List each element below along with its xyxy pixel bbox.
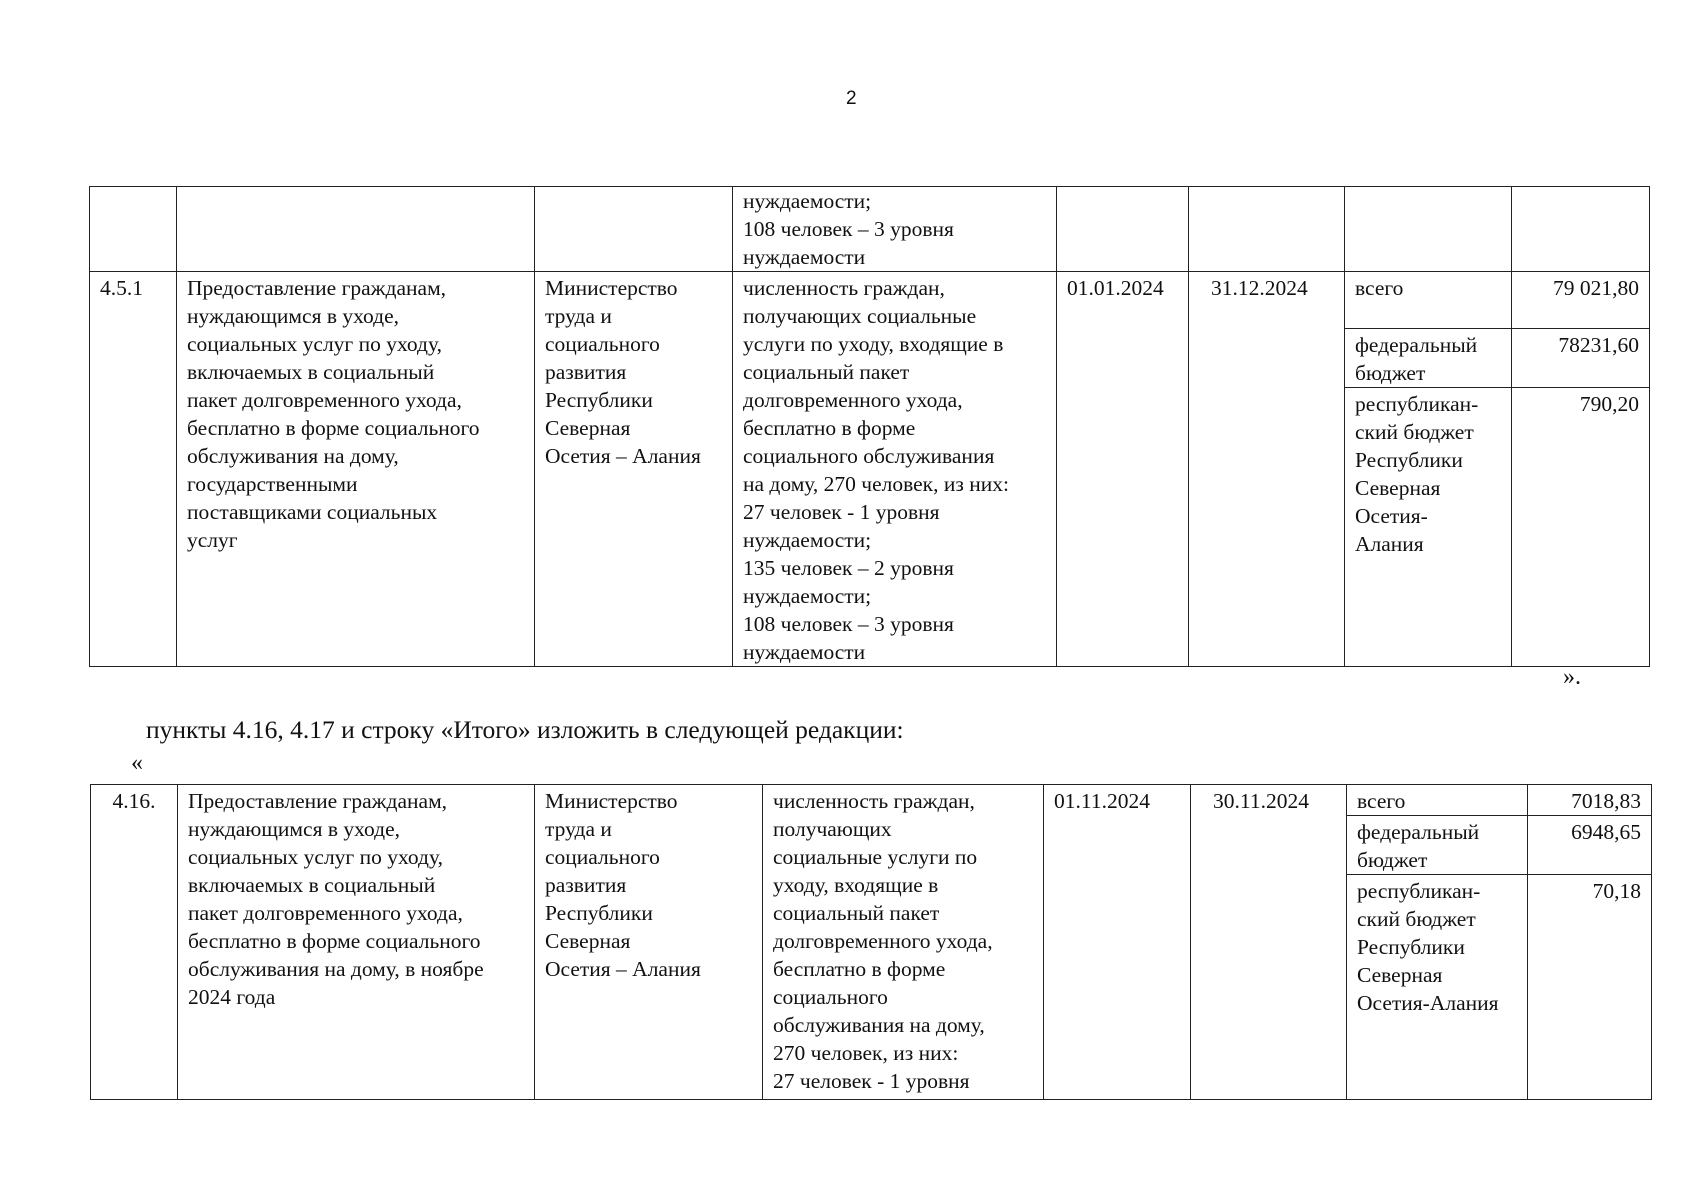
opening-quote: « [131, 750, 143, 776]
funding-source-line: Республики [1357, 935, 1465, 959]
executor-line: развития [545, 873, 627, 897]
funding-source-line: федеральный [1357, 820, 1480, 844]
indicator-line: 108 человек – 3 уровня [743, 217, 954, 241]
measures-table-bottom [90, 784, 1652, 1100]
cell-empty [1189, 187, 1345, 272]
indicator-line: бесплатно в форме [743, 416, 916, 440]
measure-name-line: обслуживания на дому, в ноябре [188, 957, 484, 981]
indicator-line: услуги по уходу, входящие в [743, 332, 1004, 356]
measure-name-line: государственными [187, 472, 358, 496]
indicator-line: обслуживания на дому, [773, 1013, 985, 1037]
executor-line: Осетия – Алания [545, 444, 701, 468]
measure-name-line: обслуживания на дому, [187, 444, 399, 468]
measure-name-line: нуждающимся в уходе, [187, 304, 400, 328]
indicator-line: социального обслуживания [743, 444, 995, 468]
indicator-line: численность граждан, [773, 789, 975, 813]
start-date: 01.01.2024 [1057, 272, 1189, 667]
indicator-cell [733, 187, 1057, 272]
indicator-line: 135 человек – 2 уровня [743, 556, 954, 580]
indicator-line: долговременного ухода, [743, 388, 963, 412]
funding-source-line: республикан- [1357, 879, 1481, 903]
executor-line: Республики [545, 388, 653, 412]
indicator-line: нуждаемости; [743, 189, 872, 213]
measure-name-line: поставщиками социальных [187, 500, 438, 524]
indicator-line: получающих социальные [743, 304, 977, 328]
funding-source-line: Северная [1355, 476, 1441, 500]
row-code: 4.5.1 [90, 272, 177, 667]
cell-empty [1345, 187, 1512, 272]
indicator-line: социальный пакет [743, 360, 910, 384]
measure-name-line: социальных услуг по уходу, [188, 845, 443, 869]
funding-source-line: Республики [1355, 448, 1463, 472]
funding-amount: 78231,60 [1512, 329, 1650, 388]
funding-amount: 70,18 [1528, 875, 1652, 1100]
start-date: 01.11.2024 [1044, 785, 1191, 1100]
row-code: 4.16. [91, 785, 178, 1100]
executor [535, 272, 733, 667]
funding-source-line: ский бюджет [1357, 907, 1476, 931]
executor-line: Северная [545, 416, 631, 440]
indicator-line: социального [773, 985, 888, 1009]
measure-name [178, 785, 535, 1100]
indicator-line: 270 человек, из них: [773, 1041, 959, 1065]
executor-line: Республики [545, 901, 653, 925]
executor-line: Северная [545, 929, 631, 953]
indicator-line: долговременного ухода, [773, 929, 993, 953]
funding-amount: 7018,83 [1528, 785, 1652, 816]
instruction-text: пункты 4.16, 4.17 и строку «Итого» изложить в следующей редакции: [146, 715, 904, 744]
executor-line: социального [545, 845, 660, 869]
funding-amount: 79 021,80 [1512, 272, 1650, 329]
end-date: 30.11.2024 [1191, 785, 1347, 1100]
end-date: 31.12.2024 [1189, 272, 1345, 667]
indicator-line: социальные услуги по [773, 845, 978, 869]
executor-line: Осетия – Алания [545, 957, 701, 981]
cell-empty [90, 187, 177, 272]
indicator-line: уходу, входящие в [773, 873, 939, 897]
indicator-line: 27 человек - 1 уровня [773, 1069, 970, 1093]
indicator-line: 108 человек – 3 уровня [743, 612, 954, 636]
funding-source-line: Осетия-Алания [1357, 991, 1499, 1015]
funding-source [1345, 272, 1512, 329]
executor [535, 785, 763, 1100]
funding-amount: 6948,65 [1528, 816, 1652, 875]
funding-source-line: бюджет [1355, 361, 1426, 385]
funding-source-line: республикан- [1355, 392, 1479, 416]
funding-source-line: федеральный [1355, 333, 1478, 357]
indicator-line: бесплатно в форме [773, 957, 946, 981]
funding-source [1345, 329, 1512, 388]
funding-source-line: Северная [1357, 963, 1443, 987]
funding-source-line: всего [1355, 276, 1404, 300]
funding-source-line: ский бюджет [1355, 420, 1474, 444]
measure-name-line: бесплатно в форме социального [187, 416, 480, 440]
executor-line: Министерство [545, 789, 678, 813]
funding-source [1347, 875, 1528, 1100]
executor-line: развития [545, 360, 627, 384]
measure-name-line: пакет долговременного ухода, [187, 388, 462, 412]
funding-source-line: всего [1357, 789, 1406, 813]
funding-source [1347, 785, 1528, 816]
table-row-4-16 [91, 785, 1652, 816]
measure-name-line: включаемых в социальный [188, 873, 436, 897]
measure-name-line: включаемых в социальный [187, 360, 435, 384]
cell-empty [1057, 187, 1189, 272]
funding-source-line: Алания [1355, 532, 1424, 556]
measures-table-top [89, 186, 1650, 667]
page-number: 2 [846, 88, 857, 109]
indicator-line: нуждаемости [743, 640, 866, 664]
indicator-cell [733, 272, 1057, 667]
indicator-line: получающих [773, 817, 892, 841]
measure-name-line: услуг [187, 528, 238, 552]
indicator-line: на дому, 270 человек, из них: [743, 472, 1009, 496]
indicator-line: нуждаемости; [743, 528, 872, 552]
indicator-line: нуждаемости [743, 245, 866, 269]
funding-source-line: Осетия- [1355, 504, 1428, 528]
indicator-cell [763, 785, 1044, 1100]
continuation-row [90, 187, 1650, 272]
indicator-line: социальный пакет [773, 901, 940, 925]
funding-source [1345, 388, 1512, 667]
executor-line: труда и [545, 817, 612, 841]
table-row-4-5-1 [90, 272, 1650, 329]
executor-line: Министерство [545, 276, 678, 300]
measure-name [177, 272, 535, 667]
indicator-line: численность граждан, [743, 276, 945, 300]
indicator-line: 27 человек - 1 уровня [743, 500, 940, 524]
funding-amount: 790,20 [1512, 388, 1650, 667]
measure-name-line: нуждающимся в уходе, [188, 817, 401, 841]
closing-quote: ». [1563, 664, 1581, 690]
measure-name-line: пакет долговременного ухода, [188, 901, 463, 925]
measure-name-line: социальных услуг по уходу, [187, 332, 442, 356]
measure-name-line: 2024 года [188, 985, 276, 1009]
indicator-line: нуждаемости; [743, 584, 872, 608]
funding-source [1347, 816, 1528, 875]
executor-line: труда и [545, 304, 612, 328]
cell-empty [1512, 187, 1650, 272]
executor-line: социального [545, 332, 660, 356]
measure-name-line: Предоставление гражданам, [188, 789, 448, 813]
measure-name-line: бесплатно в форме социального [188, 929, 481, 953]
measure-name-line: Предоставление гражданам, [187, 276, 447, 300]
funding-source-line: бюджет [1357, 848, 1428, 872]
cell-empty [177, 187, 535, 272]
cell-empty [535, 187, 733, 272]
